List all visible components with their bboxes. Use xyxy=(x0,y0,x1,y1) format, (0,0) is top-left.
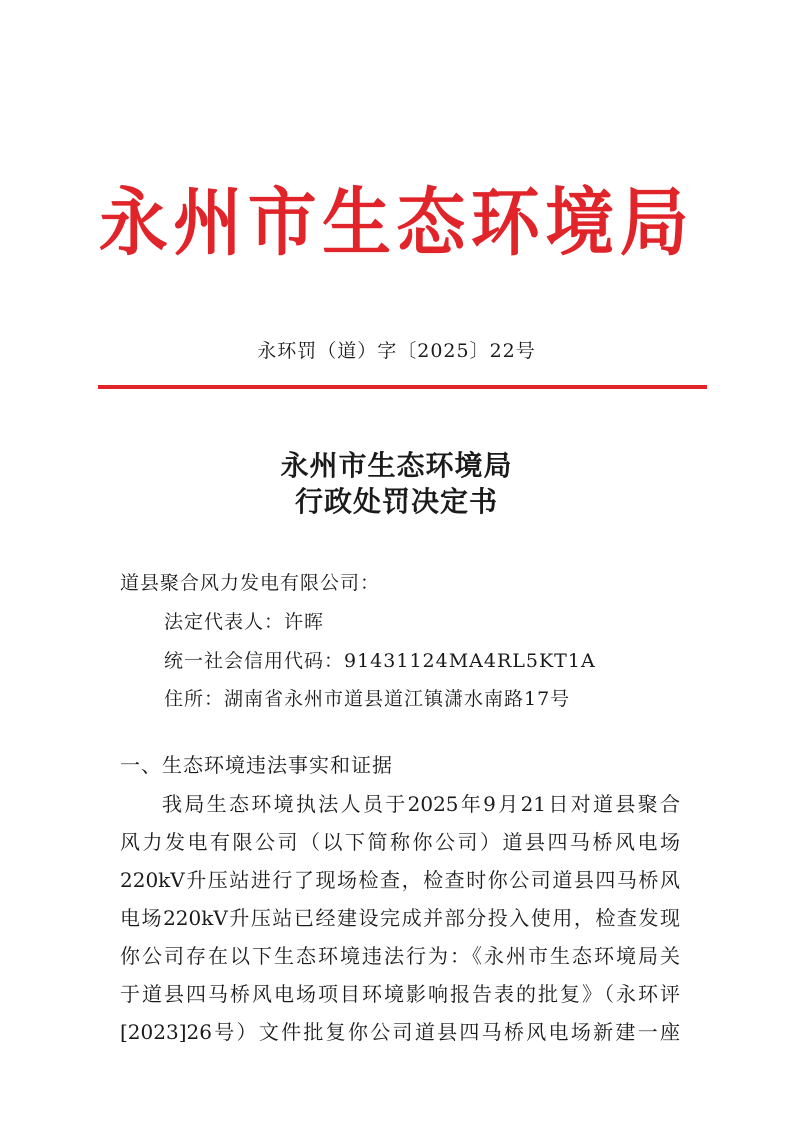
recipient-name: 道县聚合风力发电有限公司： xyxy=(120,572,381,594)
body-line-7: [2023]26号）文件批复你公司道县四马桥风电场新建一座 xyxy=(120,1020,680,1044)
body-line-5: 你公司存在以下生态环境违法行为：《永州市生态环境局关 xyxy=(120,944,680,968)
agency-masthead: 永州市生态环境局 xyxy=(98,180,695,266)
address: 住所：湖南省永州市道县道江镇潇水南路17号 xyxy=(164,688,571,710)
document-title-agency: 永州市生态环境局 xyxy=(280,449,513,482)
section-heading: 一、生态环境违法事实和证据 xyxy=(120,753,393,777)
body-line-4: 电场220kV升压站已经建设完成并部分投入使用，检查发现 xyxy=(120,906,680,930)
red-divider-line xyxy=(98,385,707,389)
body-line-6: 于道县四马桥风电场项目环境影响报告表的批复》（永环评 xyxy=(120,982,680,1006)
legal-representative: 法定代表人：许晖 xyxy=(164,611,325,633)
document-number: 永环罚（道）字〔2025〕22号 xyxy=(257,340,536,362)
credit-code: 统一社会信用代码：91431124MA4RL5KT1A xyxy=(164,650,596,672)
body-line-2: 风力发电有限公司（以下简称你公司）道县四马桥风电场 xyxy=(120,830,680,854)
document-title-type: 行政处罚决定书 xyxy=(294,485,498,518)
body-line-1: 我局生态环境执法人员于2025年9月21日对道县聚合 xyxy=(162,792,680,816)
body-line-3: 220kV升压站进行了现场检查，检查时你公司道县四马桥风 xyxy=(120,868,680,892)
